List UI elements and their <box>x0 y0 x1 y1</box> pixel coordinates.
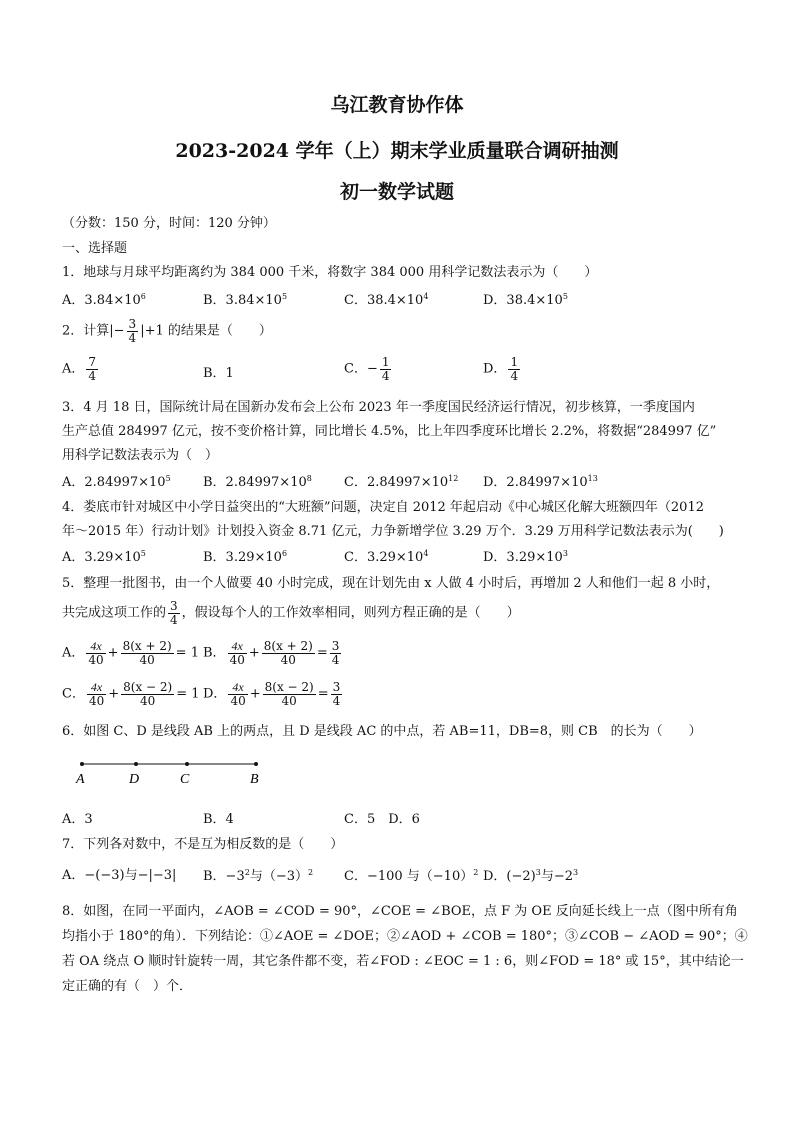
q3-option-b: B．$2.84997\times 10^8$ <box>203 474 312 490</box>
question-3-line-3: 用科学记数法表示为（ ） <box>62 448 219 463</box>
question-4-line-1: 4．娄底市针对城区中小学日益突出的“大班额”问题，决定自 2012 年起启动《中心城区化解大班额四年（2012 <box>62 500 704 515</box>
label-b: B <box>250 772 259 787</box>
q5-option-c: C． $\frac{4x}{40}$ + $\frac{8(x - 2)}{40}$ = 1 <box>62 680 200 708</box>
question-8-line-1: 8．如图，在同一平面内，∠AOB = ∠COD = 90°，∠COE = ∠BOE，点 F 为 OE 反向延长线上一点（图中所有角 <box>62 904 738 919</box>
subject-title: 初一数学试题 <box>339 181 454 203</box>
segment-diagram <box>70 752 270 788</box>
q4-option-a: A．$3.29\times 10^5$ <box>62 549 146 565</box>
question-4-line-2: 年～2015 年）行动计划》计划投入资金 8.71 亿元，力争新增学位 3.29 万个．3.29 万用科学记数法表示为( ) <box>62 524 724 539</box>
exam-title: 2023-2024 学年（上）期末学业质量联合调研抽测 <box>175 140 619 162</box>
q5-option-a: A． $\frac{4x}{40}$ + $\frac{8(x + 2)}{40}$ = 1 <box>62 639 199 667</box>
point-d <box>134 762 138 766</box>
label-d: D <box>129 772 140 787</box>
q7-option-a: A．−(−3)与−|−3| <box>62 868 177 883</box>
question-1: 1．地球与月球平均距离约为 384 000 千米，将数字 384 000 用科学记数法表示为（ ） <box>62 265 598 280</box>
section-heading: 一、选择题 <box>62 241 128 256</box>
q1-option-d: D．$38.4\times 10^5$ <box>483 292 568 308</box>
q5-option-d: D． $\frac{4x}{40}$ + $\frac{8(x - 2)}{40}$ = $\frac{3}{4}$ <box>203 680 341 708</box>
q6-option-b: B．4 <box>203 812 234 827</box>
q7-option-c: C．−100 与$(-10)^2$ <box>344 868 479 884</box>
label-c: C <box>180 772 190 787</box>
q7-option-b: B．$-3^2$与$(-3)^2$ <box>203 868 314 884</box>
q2-option-b: B．1 <box>203 366 234 381</box>
q1-option-b: B．$3.84\times 10^5$ <box>203 292 288 308</box>
q2-option-d: D． $\frac{1}{4}$ <box>483 355 519 383</box>
q7-option-d: D．$(-2)^3$与$-2^3$ <box>483 868 579 884</box>
question-7: 7．下列各对数中，不是互为相反数的是（ ） <box>62 837 344 852</box>
question-3-line-1: 3．4 月 18 日，国际统计局在国新办发布会上公布 2023 年一季度国民经济运行情况，初步核算，一季度国内 <box>62 400 695 415</box>
question-2: 2．计算|− $\frac{3}{4}$ |+1 的结果是（ ） <box>62 317 272 345</box>
q2-fraction: $\frac{3}{4}$ <box>128 317 137 345</box>
question-3-line-2: 生产总值 284997 亿元，按不变价格计算，同比增长 4.5%，比上年四季度环比增长 2.2%，将数据“284997 亿” <box>62 424 717 439</box>
point-b <box>254 762 258 766</box>
q2-option-c: C．− $\frac{1}{4}$ <box>344 355 390 383</box>
exam-info: （分数：150 分，时间：120 分钟） <box>62 216 276 231</box>
question-5-line-2: 共完成这项工作的 $\frac{3}{4}$ ，假设每个人的工作效率相同，则列方程正确的是（ ） <box>62 599 520 627</box>
q6-option-a: A．3 <box>62 812 93 827</box>
org-title: 乌江教育协作体 <box>330 94 464 116</box>
q3-option-c: C．$2.84997\times 10^{12}$ <box>344 474 459 490</box>
question-5-line-1: 5．整理一批图书，由一个人做要 40 小时完成，现在计划先由 x 人做 4 小时后，再增加 2 人和他们一起 8 小时， <box>62 576 720 591</box>
q1-option-a: A．$3.84\times 10^6$ <box>62 292 146 308</box>
q3-option-d: D．$2.84997\times 10^{13}$ <box>483 474 598 490</box>
question-8-line-3: 若 OA 绕点 O 顺时针旋转一周，其它条件都不变，若∠FOD : ∠EOC = 1 : 6，则∠FOD = 18° 或 15°，其中结论一 <box>62 954 744 969</box>
point-c <box>185 762 189 766</box>
q4-option-c: C．$3.29\times 10^4$ <box>344 549 429 565</box>
q4-option-d: D．$3.29\times 10^3$ <box>483 549 568 565</box>
q3-option-a: A．$2.84997\times 10^5$ <box>62 474 171 490</box>
q1-option-c: C．$38.4\times 10^4$ <box>344 292 429 308</box>
question-6: 6．如图 C、D 是线段 AB 上的两点，且 D 是线段 AC 的中点，若 AB=11，DB=8，则 CB 的长为（ ） <box>62 724 702 739</box>
q6-option-cd: C．5 D．6 <box>344 812 420 827</box>
question-8-line-2: 均指小于 180°的角）．下列结论：①∠AOE = ∠DOE；②∠AOD + ∠COB = 180°；③∠COB − ∠AOD = 90°；④ <box>62 929 748 944</box>
q5-option-b: B． $\frac{4x}{40}$ + $\frac{8(x + 2)}{40}$ = $\frac{3}{4}$ <box>203 639 340 667</box>
q2-option-a: A． $\frac{7}{4}$ <box>62 355 97 383</box>
label-a: A <box>76 772 85 787</box>
question-8-line-4: 定正确的有（ ）个． <box>62 979 193 994</box>
point-a <box>80 762 84 766</box>
q4-option-b: B．$3.29\times 10^6$ <box>203 549 288 565</box>
